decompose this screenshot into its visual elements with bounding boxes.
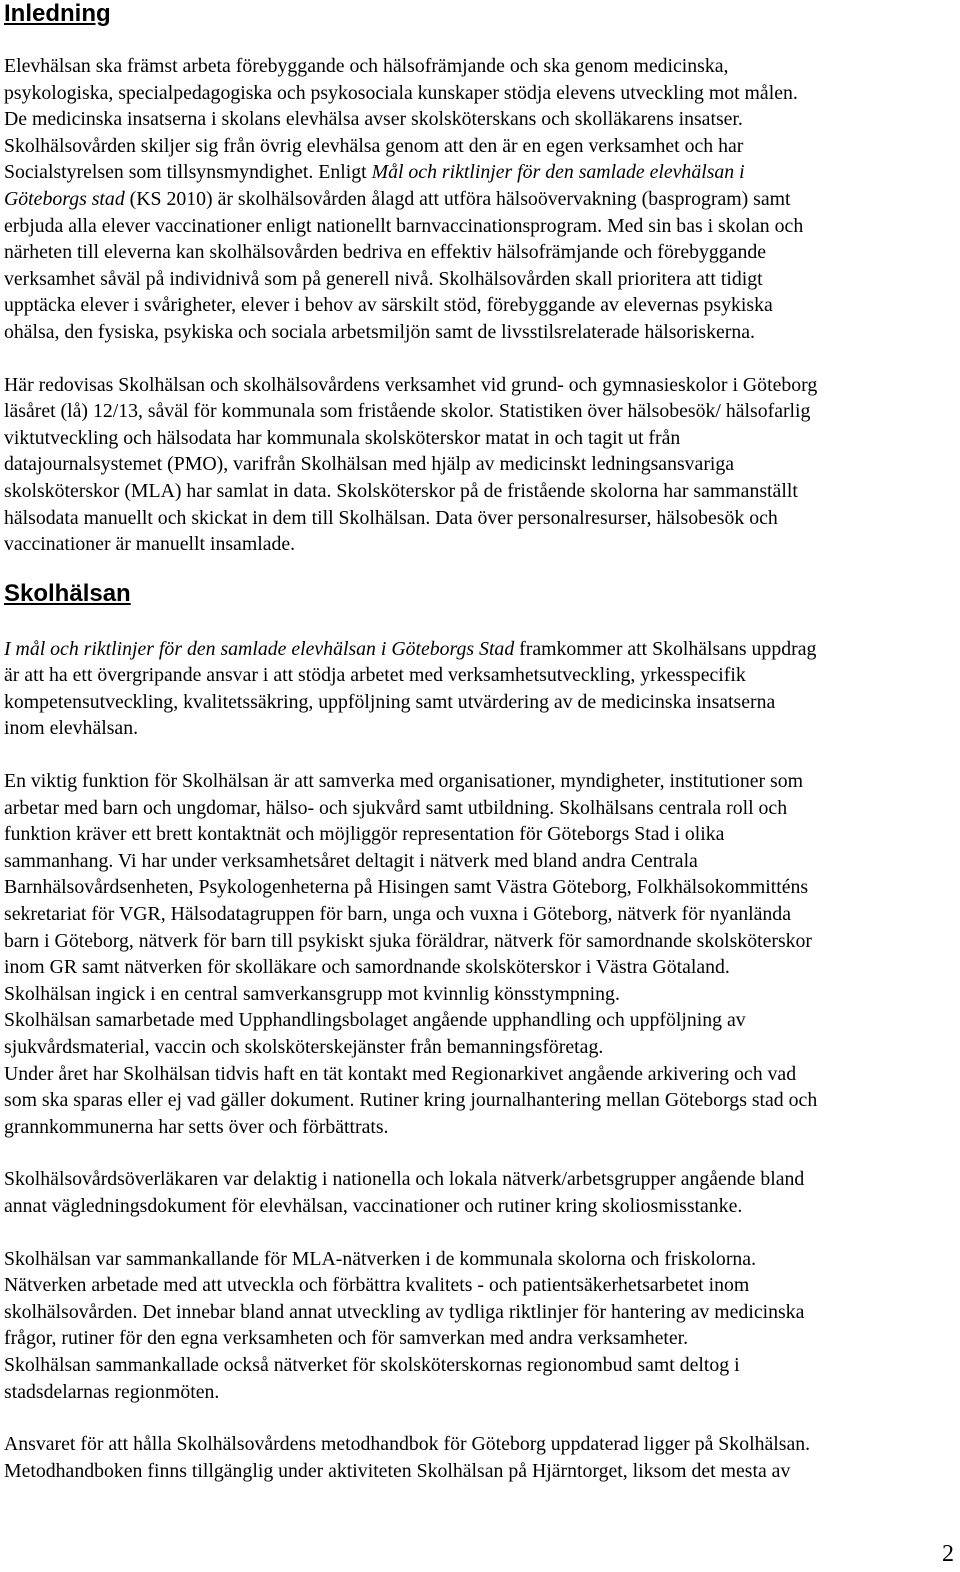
paragraph-skolhalsan-4: Skolhälsan var sammankallande för MLA-nätverken i de kommunala skolorna och friskolorna. Nätverken arbetade med att utveckla och förbättra kvalitets - och patientsäkerhetsarbetet inom skolhälsovården. Det innebar bland annat utveckling av tydliga riktlinjer för hantering av medicinska frågor, rutiner för den egna verksamheten och för samverkan med andra verksamheter. Skolhälsan sammankallade också nätverket för skolsköterskornas regionombud samt deltog i stadsdelarnas regionmöten. bbox=[4, 1247, 805, 1403]
italic-document-title: I mål och riktlinjer för den samlade elevhälsan i Göteborgs Stad bbox=[4, 637, 515, 660]
paragraph-skolhalsan-5: Ansvaret för att hålla Skolhälsovårdens metodhandbok för Göteborg uppdaterad ligger på Skolhälsan. Metodhandboken finns tillgänglig under aktiviteten Skolhälsan på Hjärntorget, liksom det mesta av bbox=[4, 1433, 811, 1482]
paragraph-skolhalsan-1 bbox=[4, 636, 956, 742]
paragraph-skolhalsan-3: Skolhälsovårdsöverläkaren var delaktig i nationella och lokala nätverk/arbetsgrupper angående bland annat vägledningsdokument för elevhälsan, vaccinationer och rutiner kring skoliosmisstanke. bbox=[4, 1168, 805, 1217]
text-run: (KS 2010) är skolhälsovården ålagd att utföra hälsoövervakning (basprogram) samt erbjuda alla elever vaccinationer enligt nationellt barnvaccinationsprogram. Med sin bas i skolan och närheten till eleverna kan skolhälsovården bedriva en effektiv hälsofrämjande och förebyggande verksamhet såväl på individnivå som på generell nivå. Skolhälsovården skall prioritera att tidigt upptäcka elever i svårigheter, elever i behov av särskilt stöd, förebyggande av elevernas psykiska ohälsa, den fysiska, psykiska och sociala arbetsmiljön samt de livsstilsrelaterade hälsoriskerna. bbox=[4, 187, 804, 343]
document-page bbox=[4, 0, 956, 1484]
heading-skolhalsan: Skolhälsan bbox=[4, 579, 131, 607]
paragraph-inledning-2: Här redovisas Skolhälsan och skolhälsovårdens verksamhet vid grund- och gymnasieskolor i Göteborg läsåret (lå) 12/13, såväl för kommunala som fristående skolor. Statistiken över hälsobesök/ hälsofarlig viktutveckling och hälsodata har kommunala skolsköterskor matat in och tagit ut från datajournalsystemet (PMO), varifrån Skolhälsan med hjälp av medicinskt ledningsansvariga skolsköterskor (MLA) har samlat in data. Skolsköterskor på de fristående skolorna har sammanställt hälsodata manuellt och skickat in dem till Skolhälsan. Data över personalresurser, hälsobesök och vaccinationer är manuellt insamlade. bbox=[4, 373, 818, 556]
paragraph-inledning-1 bbox=[4, 53, 956, 346]
page-number: 2 bbox=[942, 1541, 954, 1567]
italic-document-title: Mål och riktlinjer för den samlade elevhälsan i Göteborgs stad bbox=[4, 161, 745, 210]
text-run: Elevhälsan ska främst arbeta förebyggande och hälsofrämjande och ska genom medicinska, psykologiska, specialpedagogiska och psykosociala kunskaper stödja elevens utveckling mot målen. De medicinska insatserna i skolans elevhälsa avser skolsköterskans och skolläkarens insatser. Skolhälsovården skiljer sig från övrig elevhälsa genom att den är en egen verksamhet och har Socialstyrelsen som tillsynsmyndighet. Enligt bbox=[4, 55, 798, 184]
heading-inledning: Inledning bbox=[4, 0, 111, 27]
text-run: framkommer att Skolhälsans uppdrag är att ha ett övergripande ansvar i att stödja arbetet med verksamhetsutveckling, yrkesspecifik kompetensutveckling, kvalitetssäkring, uppföljning samt utvärdering av de medicinska insatserna inom elevhälsan. bbox=[4, 637, 817, 740]
paragraph-skolhalsan-2: En viktig funktion för Skolhälsan är att samverka med organisationer, myndigheter, institutioner som arbetar med barn och ungdomar, hälso- och sjukvård samt utbildning. Skolhälsans centrala roll och funktion kräver ett brett kontaktnät och möjliggör representation för Göteborgs Stad i olika sammanhang. Vi har under verksamhetsåret deltagit i nätverk med bland andra Centrala Barnhälsovårdsenheten, Psykologenheterna på Hisingen samt Västra Göteborg, Folkhälsokommitténs sekretariat för VGR, Hälsodatagruppen för barn, unga och vuxna i Göteborg, nätverk för nyanlända barn i Göteborg, nätverk för barn till psykiskt sjuka föräldrar, nätverk för samordnande skolsköterskor inom GR samt nätverken för skolläkare och samordnande skolsköterskor i Västra Götaland. Skolhälsan ingick i en central samverkansgrupp mot kvinnlig könsstympning. Skolhälsan samarbetade med Upphandlingsbolaget angående upphandling och uppföljning av sjukvårdsmaterial, vaccin och skolsköterskejänster från bemanningsföretag. Under året har Skolhälsan tidvis haft en tät kontakt med Regionarkivet angående arkivering och vad som ska sparas eller ej vad gäller dokument. Rutiner kring journalhantering mellan Göteborgs stad och grannkommunerna har setts över och förbättrats. bbox=[4, 770, 818, 1138]
